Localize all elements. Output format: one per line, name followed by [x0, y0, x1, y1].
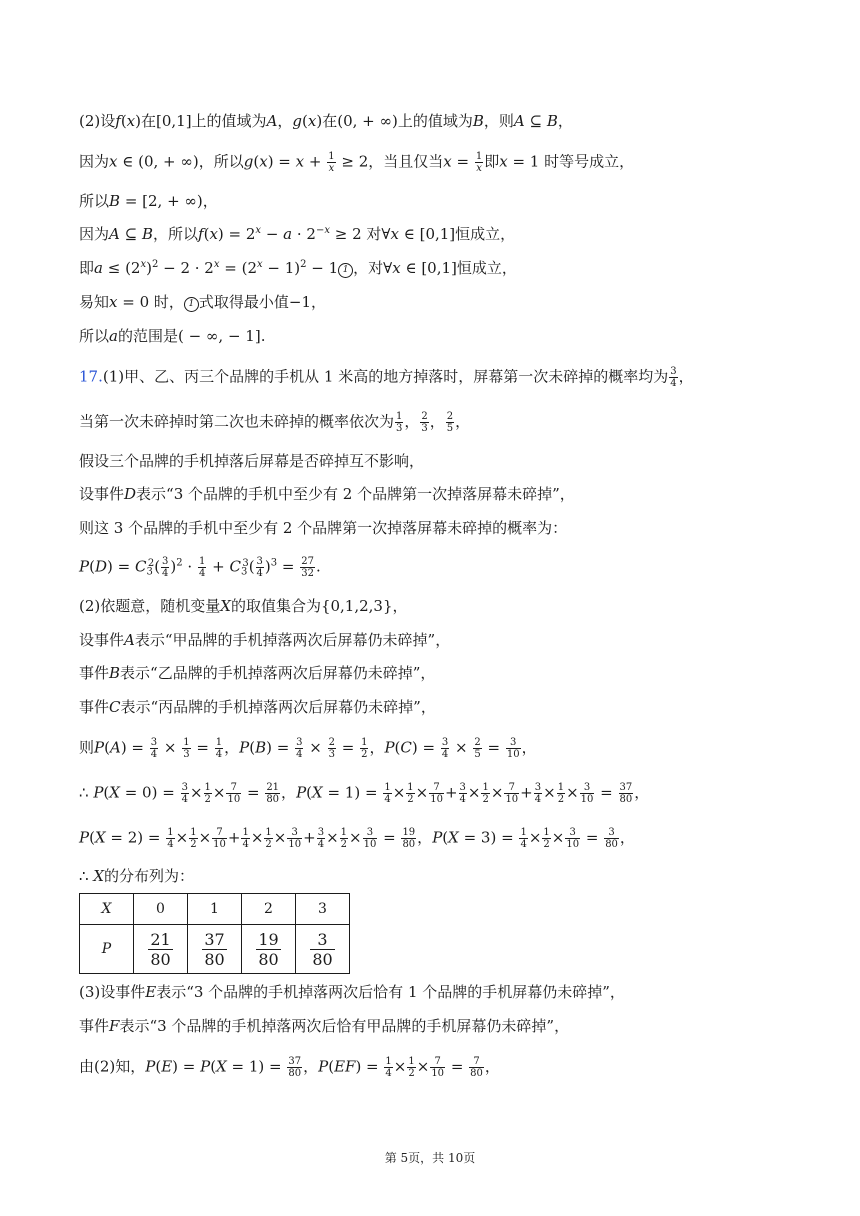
table-cell: 1 [188, 894, 242, 925]
solution-line-10: 假设三个品牌的手机掉落后屏幕是否碎掉互不影响， [79, 452, 425, 470]
solution-line-24: 由(2)知，P(E) = P(X = 1) = $\frac{37}{80}$ ，P(EF) = $\frac{1}{4}$ × $\frac{1}{2}$ × $\frac{7}{10}$ = $\frac{7}{80}$ ， [79, 1056, 500, 1079]
table-header-cell: P [80, 925, 134, 974]
distribution-table [79, 893, 350, 974]
solution-line-13: $P(D) = C_3^2$( $\frac{3}{4}$ )$^2$ · $\frac{1}{4}$ + $C_3^3$( $\frac{3}{4}$ )$^3$ = $\frac{27}{32}$ . [79, 556, 321, 579]
solution-line-12: 则这 3 个品牌的手机中至少有 2 个品牌第一次掉落屏幕未碎掉的概率为： [79, 519, 568, 537]
table-cell: 3 [296, 894, 350, 925]
page-footer: 第 5页，共 10页 [384, 1151, 476, 1165]
table-header-cell: X [80, 894, 134, 925]
question-number: 17. [79, 367, 103, 386]
solution-line-17: 事件C表示“丙品牌的手机掉落两次后屏幕仍未碎掉”， [79, 698, 436, 716]
table-cell: $\frac{19}{80}$ [242, 925, 296, 974]
table-row [80, 925, 350, 974]
table-cell: 2 [242, 894, 296, 925]
solution-line-16: 事件B表示“乙品牌的手机掉落两次后屏幕仍未碎掉”， [79, 664, 436, 682]
circled-one-marker: 1 [184, 297, 199, 312]
table-cell: $\frac{3}{80}$ [296, 925, 350, 974]
solution-line-22: (3)设事件E表示“3 个品牌的手机掉落两次后恰有 1 个品牌的手机屏幕仍未碎掉”， [79, 983, 625, 1001]
circled-one-marker: 1 [338, 263, 353, 278]
table-cell: 0 [134, 894, 188, 925]
solution-line-2: 因为x ∈ (0, + ∞)，所以g(x) = x + $\frac{1}{x}$ ≥ 2，当且仅当x = $\frac{1}{x}$ 即x = 1 时等号成立， [79, 151, 635, 174]
table-cell: $\frac{37}{80}$ [188, 925, 242, 974]
solution-line-4: 因为A ⊆ B，所以$f(x) = 2^x - a \cdot 2^{-x} \ge 2$ 对∀x ∈ [0,1]恒成立， [79, 225, 516, 243]
solution-line-14: (2)依题意，随机变量X的取值集合为{0,1,2,3}， [79, 597, 408, 615]
solution-line-21: ∴ X的分布列为： [79, 867, 195, 885]
table-row [80, 894, 350, 925]
solution-line-20: P(X = 2) = $\frac{1}{4}$ × $\frac{1}{2}$ × $\frac{7}{10}$ + $\frac{1}{4}$ × $\frac{1}{2}$ × $\frac{3}{10}$ + $\frac{3}{4}$ × $\frac{1}{2}$ × $\frac{3}{10}$ = $\frac{19}{80}$ ，P(X = 3) = $\frac{1}{4}$ × $\frac{1}{2}$ × $\frac{3}{10}$ = $\frac{3}{80}$ ， [79, 827, 635, 850]
solution-line-23: 事件F表示“3 个品牌的手机掉落两次后恰有甲品牌的手机屏幕仍未碎掉”， [79, 1017, 570, 1035]
solution-line-7: 所以a的范围是( − ∞, − 1]. [79, 327, 266, 345]
solution-line-1: (2)设f(x)在[0,1]上的值域为A，g(x)在(0, + ∞)上的值域为B，则A ⊆ B， [79, 112, 573, 130]
solution-line-11: 设事件D表示“3 个品牌的手机中至少有 2 个品牌第一次掉落屏幕未碎掉”， [79, 485, 575, 503]
solution-line-9: 当第一次未碎掉时第二次也未碎掉的概率依次为 $\frac{1}{3}$ ， $\frac{2}{3}$ ， $\frac{2}{5}$ ， [79, 411, 471, 434]
solution-line-8: 17.(1)甲、乙、丙三个品牌的手机从 1 米高的地方掉落时，屏幕第一次未碎掉的概率均为 $\frac{3}{4}$ ， [79, 366, 694, 389]
table-cell: $\frac{21}{80}$ [134, 925, 188, 974]
solution-line-6: 易知x = 0 时， 1 式取得最小值−1， [79, 293, 327, 311]
solution-line-5: 即$a \le (2^x)^2 - 2 \cdot 2^x = (2^x - 1)^2 - 1$ 1 ，对∀x ∈ [0,1]恒成立， [79, 259, 517, 277]
solution-line-18: 则P(A) = $\frac{3}{4}$ × $\frac{1}{3}$ = $\frac{1}{4}$ ，P(B) = $\frac{3}{4}$ × $\frac{2}{3}$ = $\frac{1}{2}$ ，P(C) = $\frac{3}{4}$ × $\frac{2}{5}$ = $\frac{3}{10}$ ， [79, 737, 537, 760]
solution-line-19: ∴ P(X = 0) = $\frac{3}{4}$ × $\frac{1}{2}$ × $\frac{7}{10}$ = $\frac{21}{80}$ ，P(X = 1) = $\frac{1}{4}$ × $\frac{1}{2}$ × $\frac{7}{10}$ + $\frac{3}{4}$ × $\frac{1}{2}$ × $\frac{7}{10}$ + $\frac{3}{4}$ × $\frac{1}{2}$ × $\frac{3}{10}$ = $\frac{37}{80}$ ， [79, 782, 650, 805]
solution-line-15: 设事件A表示“甲品牌的手机掉落两次后屏幕仍未碎掉”， [79, 631, 451, 649]
solution-line-3: 所以B = [2, + ∞)， [79, 192, 218, 210]
